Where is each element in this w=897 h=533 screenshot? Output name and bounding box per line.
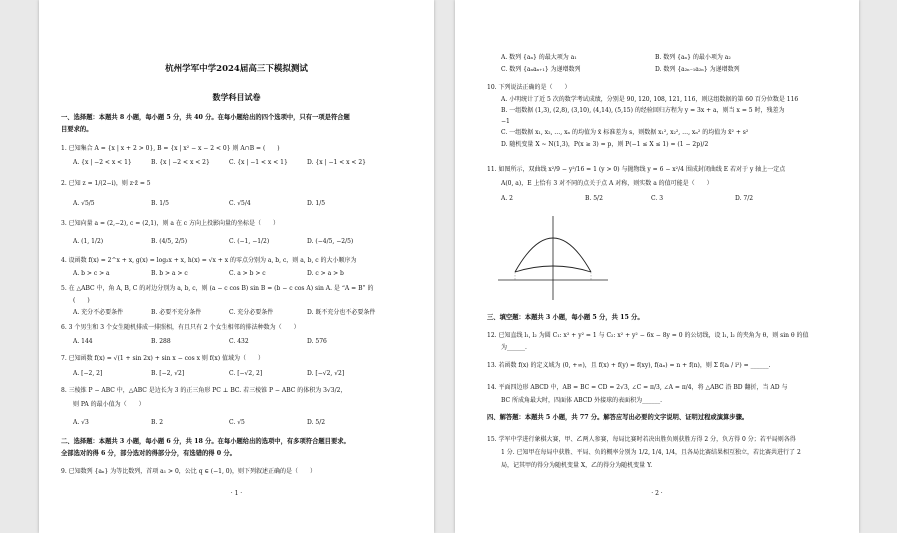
- question-15-cont-2: 局，记其甲的得分为随机变量 X，乙的得分为随机变量 Y.: [501, 462, 653, 469]
- question-4: 4. 设函数 f(x) = 2^x + x, g(x) = log₂x + x, h(x) = √x + x 的零点分别为 a, b, c，则 a, b, c 的大小顺序为: [61, 257, 357, 264]
- section-3-heading: 三、填空题：本题共 3 小题，每小题 5 分，共 15 分。: [487, 314, 644, 321]
- q3-option-d: D. (−4/5, −2/5): [307, 238, 354, 245]
- question-8-cont: 则 PA 的最小值为（ ）: [73, 401, 145, 408]
- question-7: 7. 已知函数 f(x) = √(1 + sin 2x) + sin x − cos x 则 f(x) 值域为（ ）: [61, 355, 264, 362]
- q8-option-c: C. √5: [229, 419, 245, 426]
- q10-option-b-cont: −1: [501, 118, 510, 125]
- q9-option-d: D. 数列 {a₂ₙ₋₁a₂ₙ} 为递增数列: [655, 66, 740, 73]
- q9-option-c: C. 数列 {aₙaₙ₊₁} 为递增数列: [501, 66, 581, 73]
- school-title: 杭州学军中学2024届高三下模拟测试: [165, 64, 308, 74]
- q1-option-c: C. {x | −1 < x < 1}: [229, 159, 288, 166]
- question-10: 10. 下列说法正确的是（ ）: [487, 84, 571, 91]
- q8-option-b: B. 2: [151, 419, 164, 426]
- q10-option-a: A. 小明统计了近 5 次的数学考试成绩，分别是 90, 120, 108, 121, 116，则这组数据的第 60 百分位数是 116: [501, 96, 799, 103]
- q4-option-d: D. c > a > b: [307, 270, 344, 277]
- q11-option-c: C. 3: [651, 195, 664, 202]
- q5-option-d: D. 既不充分也不必要条件: [307, 309, 376, 316]
- q10-option-d: D. 随机变量 X ~ N(1,3)，P(x ≥ 3) = p，则 P(−1 ≤ X ≤ 1) = (1 − 2p)/2: [501, 141, 709, 148]
- question-2: 2. 已知 z = 1/(2−i)，则 z·z̄ = 5: [61, 180, 151, 187]
- q5-option-c: C. 充分必要条件: [229, 309, 274, 316]
- closed-curve-figure: [493, 212, 613, 302]
- q4-option-b: B. b > a > c: [151, 270, 188, 277]
- question-15-cont-1: 1 分. 已知甲在每局中获胜、平局、负的概率分别为 1/2, 1/4, 1/4，且各局比赛结果相互独立，若比赛共进行了 2: [501, 449, 801, 456]
- question-11: 11. 如图所示，双曲线 x²/9 − y²/16 = 1 (y > 0) 与抛物线 y = 6 − x²/4 围成封闭曲线 E 若对于 y 轴上一定点: [487, 166, 786, 173]
- section-4-heading: 四、解答题：本题共 5 小题，共 77 分。解答应写出必要的文字说明、证明过程或演算步骤。: [487, 414, 749, 421]
- q4-option-c: C. a > b > c: [229, 270, 266, 277]
- question-15: 15. 学军中学进行象棋大赛，甲、乙两人参赛，每局比赛时若决出胜负则获胜方得 2 分，负方得 0 分；若平局则各得: [487, 436, 796, 443]
- q6-option-a: A. 144: [73, 338, 93, 345]
- q2-option-d: D. 1/5: [307, 200, 326, 207]
- section-2-heading-cont: 全部选对的得 6 分，部分选对的得部分分，有选错的得 0 分。: [61, 450, 236, 457]
- q1-option-b: B. {x | −2 < x < 2}: [151, 159, 210, 166]
- q1-option-a: A. {x | −2 < x < 1}: [73, 159, 132, 166]
- q5-option-a: A. 充分不必要条件: [73, 309, 124, 316]
- q11-option-d: D. 7/2: [735, 195, 754, 202]
- q2-option-c: C. √5/4: [229, 200, 251, 207]
- q8-option-a: A. √3: [73, 419, 89, 426]
- section-2-heading: 二、选择题：本题共 3 小题，每小题 6 分，共 18 分。在每小题给出的选项中，有多项符合题目要求。: [61, 438, 350, 445]
- question-5: 5. 在 △ABC 中，角 A, B, C 的对边分别为 a, b, c，则 (a − c cos B) sin B = (b − c cos A) sin A. 是 “A = B” 的: [61, 285, 374, 292]
- page-number: · 1 ·: [230, 490, 243, 497]
- question-5-cont: ( ): [73, 297, 90, 304]
- section-1-heading-cont: 目要求的。: [61, 126, 93, 133]
- q7-option-c: C. [−√2, 2]: [229, 370, 263, 377]
- question-12: 12. 已知直线 l₁, l₂ 为圆 C₁: x² + y² = 1 与 C₂: x² + y² − 6x − 8y = 0 的公切线，设 l₁, l₂ 的夹角为 θ，则 sin θ 的值: [487, 332, 809, 339]
- q6-option-b: B. 288: [151, 338, 171, 345]
- question-14-cont: BC 所成角最大时，四面体 ABCD 外接球的表面积为______.: [501, 397, 662, 404]
- q3-option-b: B. (4/5, 2/5): [151, 238, 188, 245]
- q4-option-a: A. b > c > a: [73, 270, 110, 277]
- question-14: 14. 平面四边形 ABCD 中，AB = BC = CD = 2√3, ∠C = π/3, ∠A = π/4，将 △ABC 沿 BD 翻折，当 AD 与: [487, 384, 788, 391]
- question-1: 1. 已知集合 A = {x | x + 2 > 0}, B = {x | x² − x − 2 < 0} 则 A∩B = ( ): [61, 145, 280, 152]
- question-9: 9. 已知数列 {aₙ} 为等比数列，首项 a₁ > 0，公比 q ∈ (−1, 0)，则下列叙述正确的是（ ）: [61, 468, 316, 475]
- q10-option-b: B. 一组数据 (1,3), (2,8), (3,10), (4,14), (5,15) 的经验回归方程为 y = 3x + a，则当 x = 5 时，残差为: [501, 107, 785, 114]
- q7-option-a: A. [−2, 2]: [73, 370, 103, 377]
- q7-option-d: D. [−√2, √2]: [307, 370, 345, 377]
- exam-page-2: [455, 0, 859, 533]
- section-1-heading: 一、选择题：本题共 8 小题，每小题 5 分，共 40 分。在每小题给出的四个选项中，只有一项是符合题: [61, 114, 350, 121]
- q3-option-a: A. (1, 1/2): [73, 238, 104, 245]
- page-number: · 2 ·: [651, 490, 663, 497]
- q7-option-b: B. [−2, √2]: [151, 370, 185, 377]
- q11-option-b: B. 5/2: [585, 195, 603, 202]
- subject-title: 数学科目试卷: [212, 92, 261, 102]
- q1-option-d: D. {x | −1 < x < 2}: [307, 159, 366, 166]
- q6-option-d: D. 576: [307, 338, 327, 345]
- exam-page-1: [39, 0, 434, 533]
- q10-option-c: C. 一组数据 x₁, x₂, …, xₙ 的均值为 x̄ 标准差为 s，则数据 x₁², x₂², …, xₙ² 的均值为 x̄² + s²: [501, 129, 749, 136]
- question-3: 3. 已知向量 a = (2,−2), c = (2,1)，则 a 在 c 方向上投影向量的坐标是（ ）: [61, 220, 280, 227]
- q11-option-a: A. 2: [501, 195, 513, 202]
- q8-option-d: D. 5/2: [307, 419, 326, 426]
- question-13: 13. 若函数 f(x) 的定义域为 (0, +∞)，且 f(x) + f(y) = f(xy), f(aₙ) = n + f(n)，则 Σ f(aᵢ / i²) = ______.: [487, 362, 771, 369]
- q2-option-a: A. √5/5: [73, 200, 95, 207]
- question-12-cont: 为______.: [501, 344, 527, 351]
- q6-option-c: C. 432: [229, 338, 249, 345]
- q3-option-c: C. (−1, −1/2): [229, 238, 270, 245]
- question-11-cont: A(0, a)，E 上恰有 3 对不同的点关于点 A 对称，则实数 a 的值可能是（ ）: [501, 180, 713, 187]
- q5-option-b: B. 必要不充分条件: [151, 309, 202, 316]
- q9-option-a: A. 数列 {aₙ} 的最大项为 a₁: [501, 54, 577, 61]
- question-6: 6. 3 个男生和 3 个女生随机排成一排照相，有且只有 2 个女生相邻的排法种数为（ ）: [61, 324, 300, 331]
- q9-option-b: B. 数列 {aₙ} 的最小项为 a₂: [655, 54, 731, 61]
- question-8: 8. 三棱锥 P − ABC 中，△ABC 是边长为 3 的正三角形 PC ⊥ BC. 若三棱锥 P − ABC 的体积为 3√3/2，: [61, 387, 347, 394]
- q2-option-b: B. 1/5: [151, 200, 169, 207]
